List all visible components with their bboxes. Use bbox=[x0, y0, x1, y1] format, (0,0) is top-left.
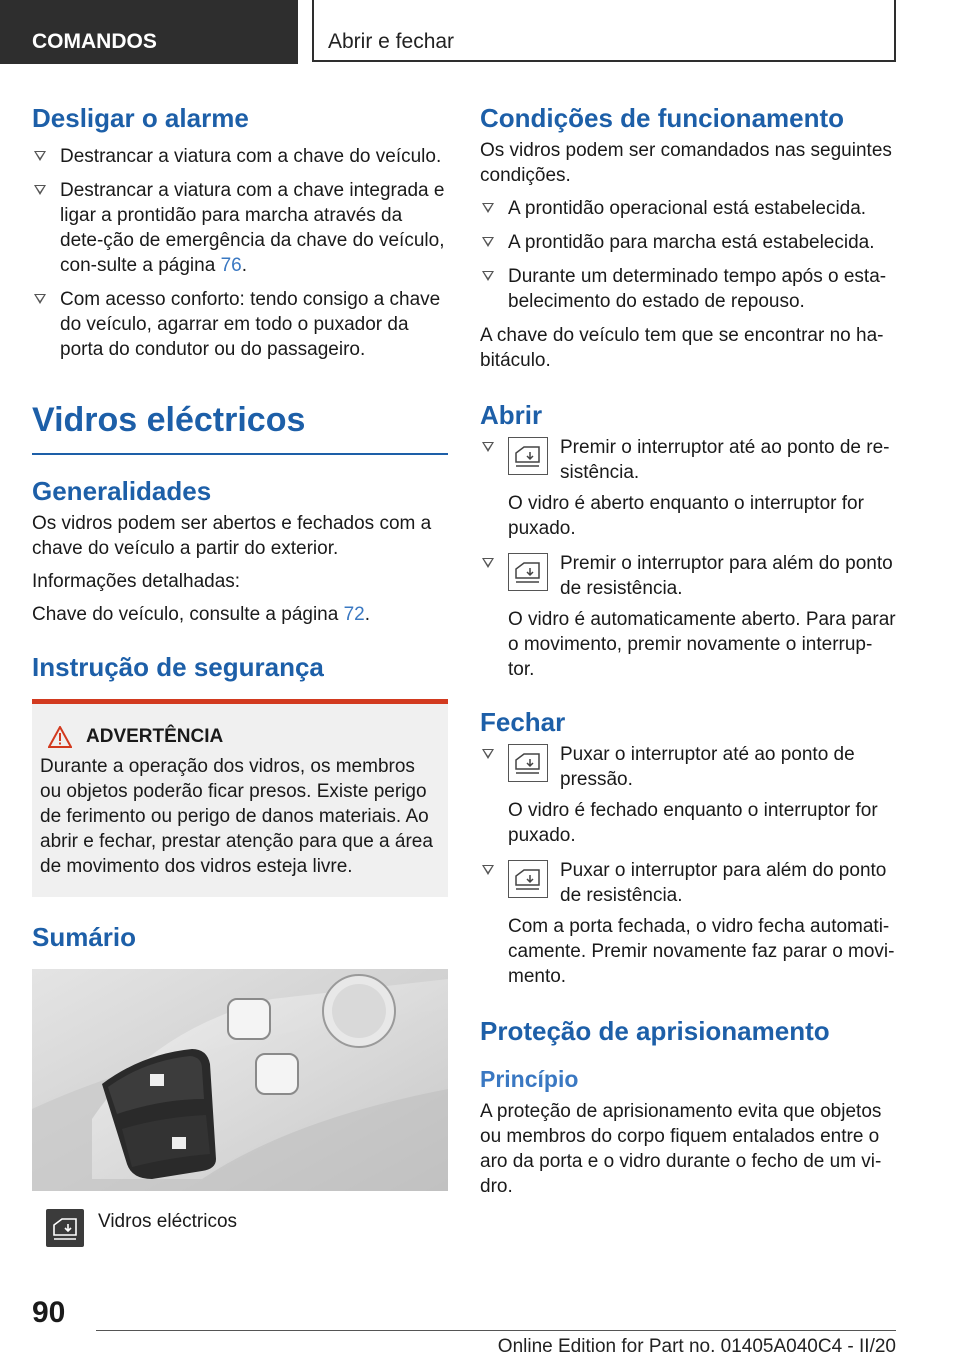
page-number: 90 bbox=[32, 1296, 66, 1329]
bullet-triangle-icon bbox=[482, 749, 494, 759]
summary-caption: Vidros eléctricos bbox=[32, 1209, 448, 1247]
bullet-triangle-icon bbox=[482, 271, 494, 281]
bullet-triangle-icon bbox=[482, 237, 494, 247]
open-step-1: Premir o interruptor até ao ponto de re-sistência. O vidro é aberto enquanto o interruptor for puxado. bbox=[480, 435, 896, 541]
safety-heading: Instrução de segurança bbox=[32, 652, 324, 682]
principle-heading: Princípio bbox=[480, 1066, 579, 1092]
protection-text: A proteção de aprisionamento evita que objetos ou membros do corpo fiquem entalados entre o aro da porta e o vidro durante o fecho de um vi-dro. bbox=[480, 1101, 882, 1197]
bullet-triangle-icon bbox=[482, 442, 494, 452]
close-step-2: Puxar o interruptor para além do ponto de resistência. Com a porta fechada, o vidro fecha automati-camente. Premir novamente faz parar o movi-mento. bbox=[480, 858, 896, 989]
section-tab: COMANDOS bbox=[0, 0, 298, 64]
window-switch-icon bbox=[508, 437, 548, 475]
edition-footer: Online Edition for Part no. 01405A040C4 - II/20 bbox=[497, 1336, 896, 1357]
footer-divider bbox=[96, 1330, 896, 1331]
close-step-1: Puxar o interruptor até ao ponto de pressão. O vidro é fechado enquanto o interruptor for puxado. bbox=[480, 742, 896, 848]
bullet-triangle-icon bbox=[34, 294, 46, 304]
list-item: Destrancar a viatura com a chave integrada e ligar a prontidão para marcha através da dete-ção de emergência da chave do veículo, con-sulte a página 76. bbox=[32, 178, 448, 278]
window-switch-icon bbox=[508, 860, 548, 898]
list-item: Durante um determinado tempo após o esta-belecimento do estado de repouso. bbox=[480, 264, 896, 314]
summary-heading: Sumário bbox=[32, 922, 137, 952]
window-switch-icon bbox=[508, 553, 548, 591]
list-item: A prontidão para marcha está estabelecida. bbox=[480, 230, 896, 255]
page-header-title: Abrir e fechar bbox=[312, 0, 896, 62]
alarm-heading: Desligar o alarme bbox=[32, 103, 249, 133]
bullet-triangle-icon bbox=[482, 558, 494, 568]
warning-title: ADVERTÊNCIA bbox=[40, 724, 440, 750]
details-label: Informações detalhadas: bbox=[32, 571, 241, 592]
conditions-intro: Os vidros podem ser comandados nas seguintes condições. bbox=[480, 140, 892, 186]
conditions-heading: Condições de funcionamento bbox=[480, 103, 845, 133]
open-step-2: Premir o interruptor para além do ponto de resistência. O vidro é automaticamente aberto. Para parar o movimento, premir novamente o interrup-tor. bbox=[480, 551, 896, 682]
left-column bbox=[32, 100, 448, 1247]
bullet-triangle-icon bbox=[34, 151, 46, 161]
conditions-list bbox=[480, 196, 896, 314]
bullet-triangle-icon bbox=[482, 203, 494, 213]
bullet-triangle-icon bbox=[482, 865, 494, 875]
warning-text: Durante a operação dos vidros, os membros ou objetos poderão ficar presos. Existe perigo de ferimento ou perigo de danos materiais. Ao abrir e fechar, prestar atenção para que a área de movimento dos vidros esteja livre. bbox=[40, 756, 433, 877]
list-item: A prontidão operacional está estabelecida. bbox=[480, 196, 896, 221]
list-item: Com acesso conforto: tendo consigo a chave do veículo, agarrar em todo o puxador da porta do condutor ou do passageiro. bbox=[32, 287, 448, 362]
warning-box bbox=[32, 699, 448, 897]
page-link[interactable]: 72 bbox=[343, 604, 365, 625]
chapter-title: Vidros eléctricos bbox=[32, 397, 448, 455]
conditions-note: A chave do veículo tem que se encontrar no ha-bitáculo. bbox=[480, 325, 884, 371]
general-paragraph: Os vidros podem ser abertos e fechados com a chave do veículo a partir do exterior. bbox=[32, 513, 432, 559]
bullet-triangle-icon bbox=[34, 185, 46, 195]
general-heading: Generalidades bbox=[32, 476, 212, 506]
alarm-list bbox=[32, 144, 448, 362]
right-column bbox=[480, 100, 896, 1207]
open-heading: Abrir bbox=[480, 400, 543, 430]
window-switch-icon bbox=[46, 1209, 84, 1247]
window-switch-photo bbox=[32, 969, 448, 1191]
protection-heading: Proteção de aprisionamento bbox=[480, 1016, 830, 1046]
list-item: Destrancar a viatura com a chave do veículo. bbox=[32, 144, 448, 169]
page-link[interactable]: 76 bbox=[220, 255, 242, 276]
window-switch-icon bbox=[508, 744, 548, 782]
close-heading: Fechar bbox=[480, 707, 566, 737]
key-reference: Chave do veículo, consulte a página 72. bbox=[32, 604, 371, 625]
warning-triangle-icon bbox=[48, 726, 72, 748]
